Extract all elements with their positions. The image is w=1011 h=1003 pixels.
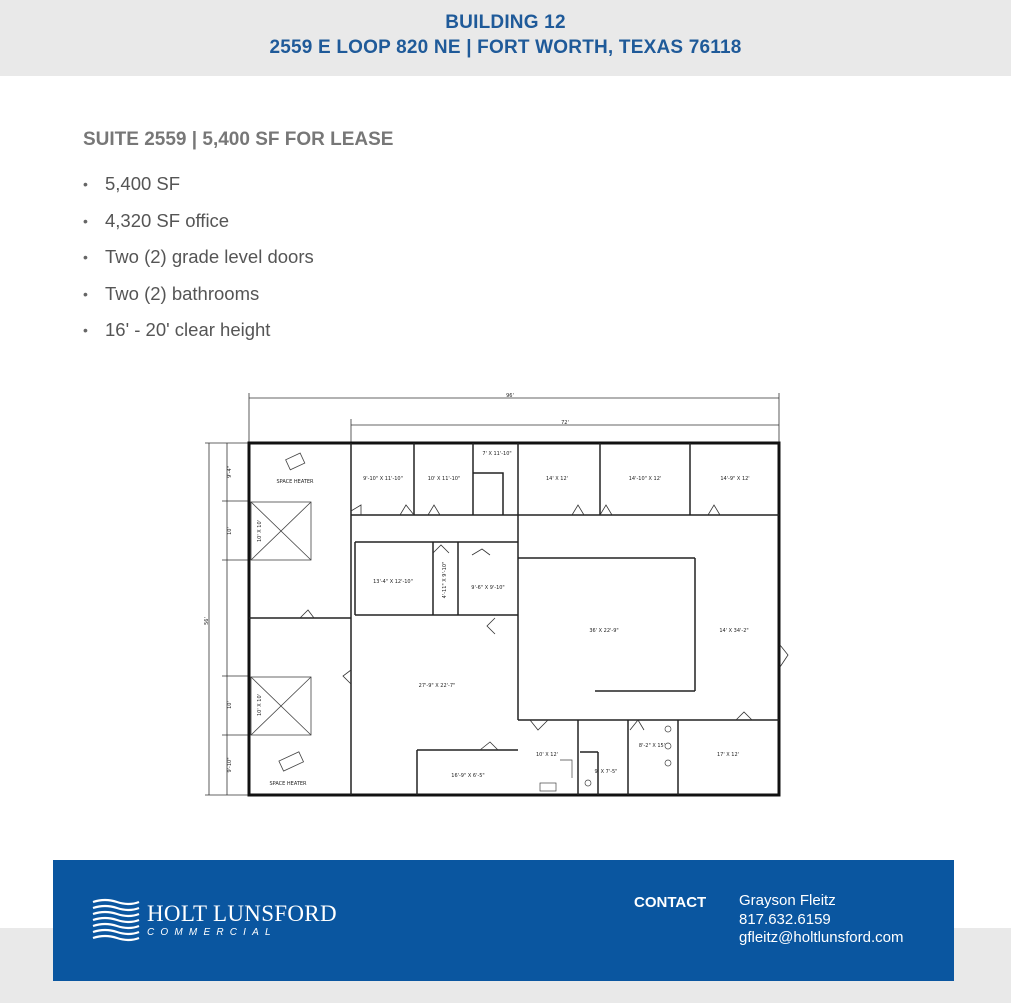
contact-email[interactable]: gfleitz@holtlunsford.com [739,929,904,946]
label-room-e: 14'-10" X 12' [628,476,662,482]
label-room-m: 16'-9" X 6'-5" [451,773,485,779]
dim-door-upper: 10' X 10' [257,519,263,543]
label-room-i: 9'-6" X 9'-10" [471,585,505,591]
contact-details [739,892,903,948]
label-room-o: 9' X 7'-5" [594,769,618,775]
label-room-b: 10' X 11'-10" [427,476,461,482]
label-room-p: 8'-2" X 15' [638,743,666,749]
bullet-icon: • [83,176,88,192]
label-room-k: 14' X 34'-2" [719,628,749,634]
contact-name: Grayson Fleitz [739,892,836,909]
feature-text: 16' - 20' clear height [105,319,271,340]
space-heaters [279,453,305,771]
feature-text: Two (2) bathrooms [105,282,260,304]
label-space-heater-top: SPACE HEATER [276,479,314,485]
feature-item [83,316,314,353]
label-room-g: 13'-4" X 12'-10" [373,579,413,585]
feature-text: Two (2) grade level doors [105,246,314,267]
dim-seg-mid-bottom: 10' [227,701,233,709]
bullet-icon: • [83,322,88,338]
feature-item [83,243,314,280]
dim-overall-width: 96' [506,393,514,399]
label-room-d: 14' X 12' [545,476,569,482]
exterior-walls [249,443,779,795]
footer-banner [53,860,954,981]
dim-seg-mid-top: 10' [227,527,233,535]
dim-door-lower: 10' X 10' [257,693,263,717]
dim-inner-width: 72' [561,420,569,426]
label-room-j: 36' X 22'-9" [589,628,619,634]
feature-item [83,280,314,317]
feature-text: 5,400 SF [105,173,181,194]
logo-name: HOLT LUNSFORD [147,901,337,926]
interior-walls [249,443,779,795]
company-logo [91,898,341,948]
feature-item [83,207,314,244]
dim-overall-depth: 56' [204,617,210,625]
header-banner [0,0,1011,76]
bathroom-fixtures [540,726,671,791]
label-room-h: 4'-11" X 9'-10" [442,561,448,599]
contact-label: CONTACT [634,894,707,911]
contact-phone[interactable]: 817.632.6159 [739,910,831,928]
label-space-heater-bottom: SPACE HEATER [269,781,307,787]
floor-plan-drawing [200,385,800,805]
building-title: BUILDING 12 [445,12,566,33]
bullet-icon: • [83,285,88,302]
label-room-a: 9'-10" X 11'-10" [363,476,403,482]
label-room-f: 14'-9" X 12' [720,476,750,482]
building-address: 2559 E LOOP 820 NE | FORT WORTH, TEXAS 76118 [269,37,742,58]
label-room-c: 7' X 11'-10" [482,451,512,457]
suite-title: SUITE 2559 | 5,400 SF FOR LEASE [83,129,394,150]
feature-list [83,170,314,353]
bullet-icon: • [83,249,88,265]
bullet-icon: • [83,212,88,229]
floor-plan [200,385,800,810]
feature-text: 4,320 SF office [105,209,230,231]
feature-item [83,170,314,207]
label-room-n: 10' X 12' [535,752,559,758]
logo-mark-icon [91,898,141,944]
dim-seg-top: 9'-4" [227,466,233,478]
logo-subtitle: COMMERCIAL [147,927,277,938]
dim-seg-bottom: 9'-10" [227,757,233,773]
label-room-q: 17' X 12' [716,752,740,758]
label-room-l: 27'-9" X 22'-7" [418,683,456,689]
